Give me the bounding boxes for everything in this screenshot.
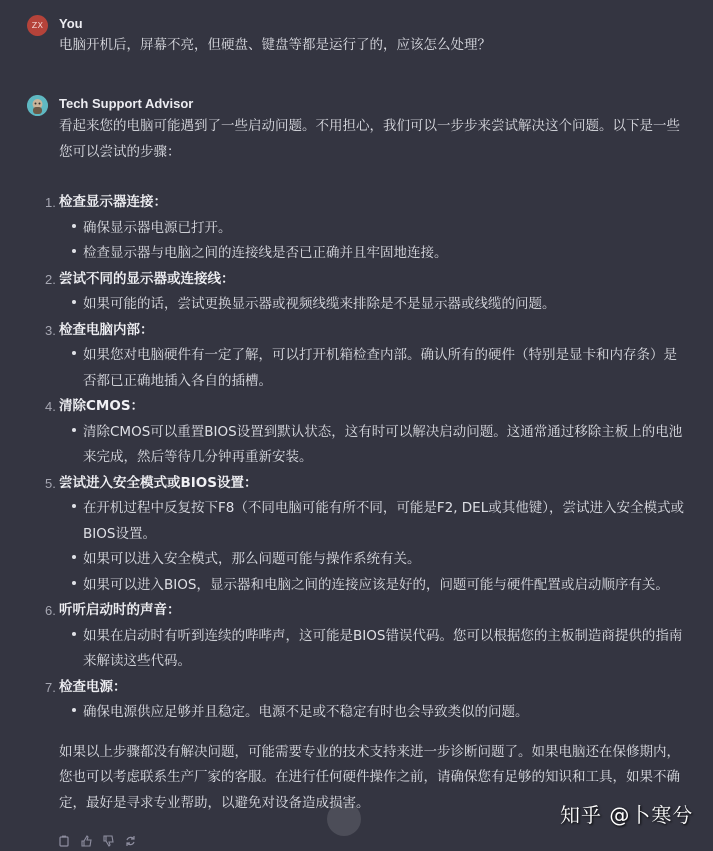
- step-title: 检查电源：: [59, 678, 127, 695]
- step-bullet: 在开机过程中反复按下F8（不同电脑可能有所不同，可能是F2, DEL或其他键），尝试进入安全模式或BIOS设置。: [83, 496, 689, 547]
- steps-list: [45, 190, 689, 726]
- step-item: [45, 394, 689, 471]
- step-bullet: 如果您对电脑硬件有一定了解，可以打开机箱检查内部。确认所有的硬件（特别是显卡和内存条）是否都已正确地插入各自的插槽。: [83, 343, 689, 394]
- step-item: [45, 190, 689, 267]
- step-number: 3.: [45, 322, 56, 338]
- thumbs-up-icon[interactable]: [81, 832, 91, 844]
- step-title: 听听启动时的声音：: [59, 602, 181, 618]
- step-bullet: 如果可以进入安全模式，那么问题可能与操作系统有关。: [83, 547, 689, 573]
- regenerate-icon[interactable]: [125, 832, 135, 844]
- step-bullet: 确保电源供应足够并且稳定。电源不足或不稳定有时也会导致类似的问题。: [83, 700, 689, 726]
- copy-icon[interactable]: [59, 832, 69, 844]
- step-item: [45, 318, 689, 395]
- intro-paragraph: 看起来您的电脑可能遇到了一些启动问题。不用担心，我们可以一步步来尝试解决这个问题。以下是一些您可以尝试的步骤：: [59, 118, 680, 160]
- bot-avatar-icon: [27, 95, 48, 116]
- step-bullet: 检查显示器与电脑之间的连接线是否已正确并且牢固地连接。: [83, 241, 689, 267]
- step-title: 尝试不同的显示器或连接线：: [59, 270, 235, 287]
- avatar-initials: ZX: [31, 21, 44, 30]
- message-actions: [59, 832, 135, 844]
- step-number: 4.: [45, 399, 56, 414]
- step-bullet: 如果在启动时有听到连续的哔哔声，这可能是BIOS错误代码。您可以根据您的主板制造商提供的指南来解读这些代码。: [83, 624, 689, 675]
- step-title: 清除CMOS：: [59, 398, 145, 414]
- step-title: 尝试进入安全模式或BIOS设置：: [59, 474, 258, 491]
- step-item: [45, 675, 689, 726]
- cursor-highlight: [327, 802, 361, 836]
- step-bullet: 如果可以进入BIOS，显示器和电脑之间的连接应该是好的，问题可能与硬件配置或启动顺序有关。: [83, 573, 689, 599]
- step-title: 检查显示器连接：: [59, 194, 167, 210]
- step-number: 2.: [45, 271, 56, 287]
- step-number: 1.: [45, 195, 56, 210]
- user-avatar: [27, 15, 48, 36]
- assistant-message-body: [45, 114, 689, 816]
- user-message-text: 电脑开机后，屏幕不亮，但硬盘、键盘等都是运行了的，应该怎么处理？: [59, 37, 491, 53]
- step-number: 7.: [45, 679, 56, 695]
- step-bullet: 如果可能的话，尝试更换显示器或视频线缆来排除是不是显示器或线缆的问题。: [83, 292, 689, 318]
- step-bullet: 清除CMOS可以重置BIOS设置到默认状态，这有时可以解决启动问题。这通常通过移除主板上的电池来完成，然后等待几分钟再重新安装。: [83, 420, 689, 471]
- step-title: 检查电脑内部：: [59, 321, 154, 338]
- user-author-name: You: [59, 16, 83, 31]
- step-item: [45, 267, 689, 318]
- thumbs-down-icon[interactable]: [103, 832, 113, 844]
- step-item: [45, 598, 689, 675]
- step-number: 6.: [45, 603, 56, 618]
- assistant-author-name: Tech Support Advisor: [59, 96, 194, 111]
- step-bullet: 确保显示器电源已打开。: [83, 216, 689, 242]
- watermark: 知乎 @卜寒兮: [560, 803, 694, 827]
- step-item: [45, 471, 689, 599]
- step-number: 5.: [45, 475, 56, 491]
- conclusion-paragraph: 如果以上步骤都没有解决问题，可能需要专业的技术支持来进一步诊断问题了。如果电脑还在保修期内，您也可以考虑联系生产厂家的客服。在进行任何硬件操作之前，请确保您有足够的知识和工具，如果不确定，最好是寻求专业帮助，以避免对设备造成损害。: [59, 743, 680, 811]
